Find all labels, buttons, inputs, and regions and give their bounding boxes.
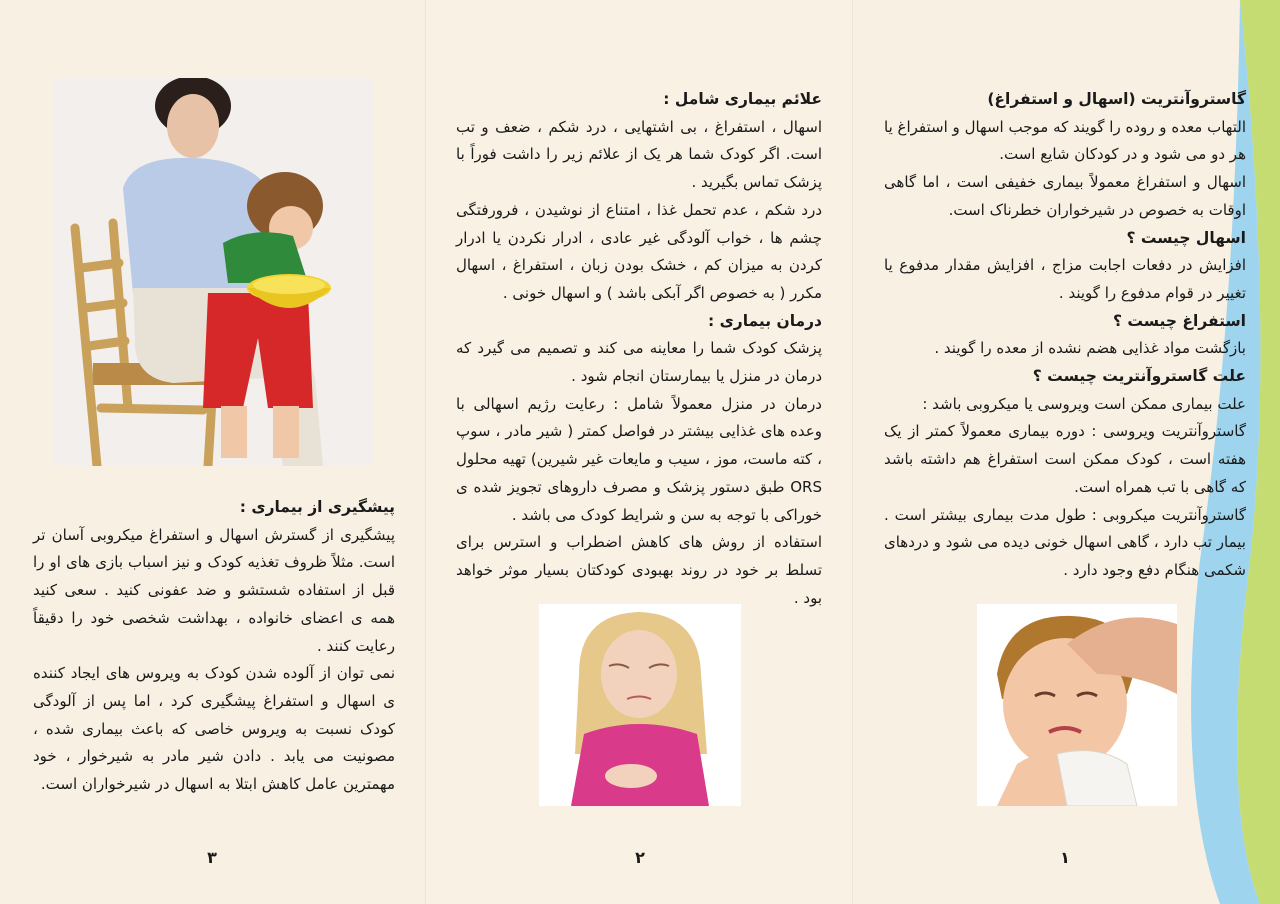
intro-paragraph-2: اسهال و استفراغ معمولاً بیماری خفیفی است ، اما گاهی اوقات به خصوص در شیرخواران خطرناک است. xyxy=(884,173,1246,219)
intro-paragraph-1: التهاب معده و روده را گویند که موجب اسهال و استفراغ یا هر دو می شود و در کودکان شایع است. xyxy=(884,117,1246,164)
treatment-paragraph-2: درمان در منزل معمولاً شامل : رعایت رژیم اسهالی با وعده های غذایی بیشتر در فواصل کمتر ( شیر مادر ، سوپ ، کته ماست، موز ، سیب و مایعات غیر شیرین) تهیه محلول ORS طبق دستور پزشک و مصرف داروهای تجویز شده ی خوراکی با توجه به سن و شرایط کودک می باشد . xyxy=(456,394,822,524)
main-title: گاستروآنتریت (اسهال و استفراغ) xyxy=(987,90,1246,108)
page-number-3: ۳ xyxy=(207,848,217,867)
photo-mother-child-vomiting xyxy=(53,78,373,466)
treatment-heading: درمان بیماری : xyxy=(707,311,822,330)
symptoms-section xyxy=(456,86,822,612)
prevention-paragraph-1: پیشگیری از گسترش اسهال و استفراغ میکروبی آسان تر است. مثلاً ظروف تغذیه کودک و نیز اسباب بازی های او را قبل از استفاده شستشو و ضد عفونی کنید . سعی کنید همه ی اعضای خانواده ، بهداشت شخصی خود را دقیقاً رعایت کنند . xyxy=(33,525,395,655)
panel-2 xyxy=(426,0,852,904)
page-number-1: ۱ xyxy=(1060,848,1070,867)
cause-paragraph-3: گاستروآنتریت میکروبی : طول مدت بیماری بیشتر است . بیمار تب دارد ، گاهی اسهال خونی دیده می شود و دردهای شکمی هنگام دفع وجود دارد . xyxy=(884,505,1246,579)
prevention-section xyxy=(33,494,395,799)
treatment-paragraph-1: پزشک کودک شما را معاینه می کند و تصمیم می گیرد که درمان در منزل یا بیمارستان انجام شود . xyxy=(456,339,822,386)
vomiting-definition: بازگشت مواد غذایی هضم نشده از معده را گویند . xyxy=(934,339,1246,358)
photo-girl-stomach-ache xyxy=(539,604,741,806)
symptoms-paragraph-2: درد شکم ، عدم تحمل غذا ، امتناع از نوشیدن ، فرورفتگی چشم ها ، خواب آلودگی غیر عادی ، ادرار نکردن یا ادرار کردن به میزان کم ، خشک بودن زبان ، استفراغ ، اسهال مکرر ( به خصوص اگر آبکی باشد ) و اسهال خونی . xyxy=(456,200,822,302)
diarrhea-heading: اسهال چیست ؟ xyxy=(1126,228,1246,247)
prevention-heading: پیشگیری از بیماری : xyxy=(239,498,395,516)
treatment-paragraph-3: استفاده از روش های کاهش اضطراب و استرس برای تسلط بر خود در روند بهبودی کودکتان بسیار موثر خواهد بود . xyxy=(456,533,822,607)
photo-crying-child xyxy=(977,604,1177,806)
mother-child-illustration xyxy=(53,78,373,466)
symptoms-heading: علائم بیماری شامل : xyxy=(663,90,822,108)
prevention-paragraph-2: نمی توان از آلوده شدن کودک به ویروس های ایجاد کننده ی اسهال و استفراغ پیشگیری کرد ، اما پس از آلودگی کودک نسبت به ویروس خاصی که باعث بیماری شده ، مصونیت می یابد . دادن شیر مادر به شیرخوار ، خود مهمترین عامل کاهش ابتلا به اسهال در شیرخواران است. xyxy=(33,664,395,794)
gastroenteritis-section xyxy=(884,86,1246,585)
girl-illustration xyxy=(539,604,741,806)
cause-paragraph-1: علت بیماری ممکن است ویروسی یا میکروبی باشد : xyxy=(922,394,1246,413)
panel-3 xyxy=(0,0,425,904)
page-number-2: ۲ xyxy=(635,848,645,867)
symptoms-paragraph-1: اسهال ، استفراغ ، بی اشتهایی ، درد شکم ، ضعف و تب است. اگر کودک شما هر یک از علائم زیر را داشت فوراً با پزشک تماس بگیرید . xyxy=(456,117,822,192)
panel-1 xyxy=(853,0,1280,904)
crying-child-illustration xyxy=(977,604,1177,806)
diarrhea-definition: افزایش در دفعات اجابت مزاج ، افزایش مقدار مدفوع یا تغییر در قوام مدفوع را گویند . xyxy=(884,256,1246,302)
vomiting-heading: استفراغ چیست ؟ xyxy=(1112,311,1246,330)
cause-paragraph-2: گاستروآنتریت ویروسی : دوره بیماری معمولاً کمتر از یک هفته است ، کودک ممکن است استفراغ هم داشته باشد که گاهی با تب همراه است. xyxy=(884,422,1246,496)
cause-heading: علت گاستروآنتریت چیست ؟ xyxy=(1032,367,1246,386)
